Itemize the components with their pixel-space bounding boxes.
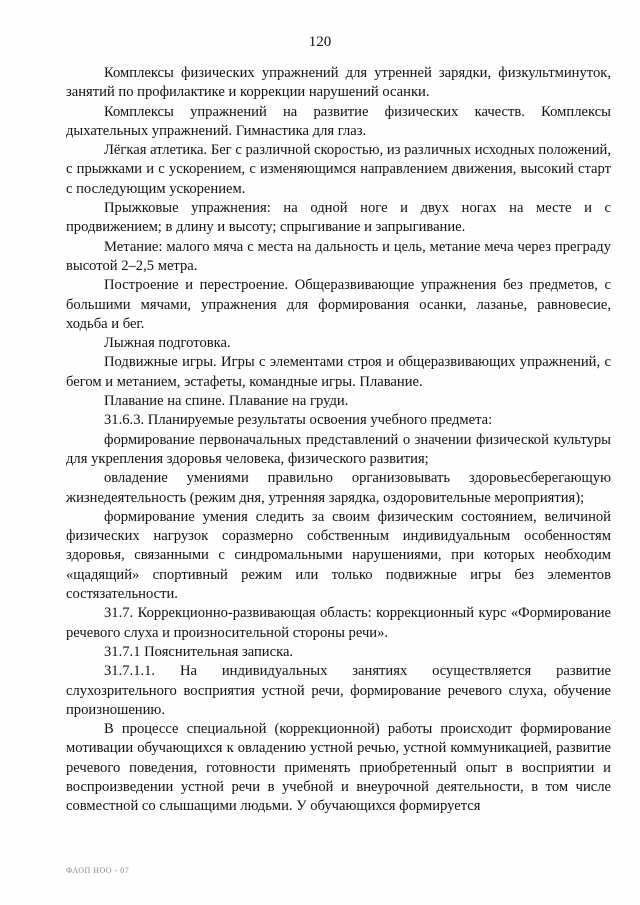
- paragraph-individual-lessons: 31.7.1.1. На индивидуальных занятиях осуществляется развитие слухозрительного восприятия устной речи, формирование речевого слуха, обучение произношению.: [66, 663, 611, 718]
- paragraph-result-3: формирование умения следить за своим физическим состоянием, величиной физических нагрузок соразмерно собственным индивидуальным особенностям здоровья, связанными с синдромальными нарушениями, при которых необходим «щадящий» спортивный режим или только подвижные игры без элементов состязательности.: [66, 508, 611, 603]
- paragraph-throwing: Метание: малого мяча с места на дальность и цель, метание меча через преграду высотой 2–2,5 метра.: [66, 238, 611, 274]
- paragraph-outdoor-games: Подвижные игры. Игры с элементами строя и общеразвивающих упражнений, с бегом и метанием, эстафеты, командные игры. Плавание.: [66, 354, 611, 390]
- paragraph-jumping: Прыжковые упражнения: на одной ноге и двух ногах на месте и с продвижением; в длину и высоту; спрыгивание и запрыгивание.: [66, 200, 611, 236]
- section-heading-correction-area: 31.7. Коррекционно-развивающая область: коррекционный курс «Формирование речевого слуха и произносительной стороны речи».: [66, 605, 611, 641]
- paragraph-swimming: Плавание на спине. Плавание на груди.: [104, 393, 349, 410]
- section-heading-explanatory-note: 31.7.1 Пояснительная записка.: [104, 643, 294, 660]
- section-heading-planned-results: 31.6.3. Планируемые результаты освоения учебного предмета:: [104, 412, 493, 429]
- paragraph-formation: Построение и перестроение. Общеразвивающие упражнения без предметов, с большими мячами, упражнения для формирования осанки, лазанье, равновесие, ходьба и бег.: [66, 277, 611, 332]
- footer-code: ФАОП НОО - 07: [66, 866, 130, 875]
- paragraph-morning-exercises: Комплексы физических упражнений для утренней зарядки, физкультминуток, занятий по профилактике и коррекции нарушений осанки.: [66, 65, 611, 101]
- paragraph-athletics: Лёгкая атлетика. Бег с различной скоростью, из различных исходных положений, с прыжками и с ускорением, с изменяющимся направлением движения, высокий старт с последующим ускорением.: [66, 142, 611, 197]
- page-number: 120: [308, 34, 332, 50]
- paragraph-physical-qualities: Комплексы упражнений на развитие физических качеств. Комплексы дыхательных упражнений. Гимнастика для глаз.: [66, 103, 611, 139]
- paragraph-correction-work: В процессе специальной (коррекционной) работы происходит формирование мотивации обучающихся к овладению устной речью, устной коммуникацией, развитие речевого поведения, готовности применять приобретенный опыт в восприятии и воспроизведении устной речи в учебной и внеурочной деятельности, в том числе совместной со слышащими людьми. У обучающихся формируется: [66, 721, 611, 815]
- paragraph-result-1: формирование первоначальных представлений о значении физической культуры для укрепления здоровья человека, физического развития;: [66, 431, 611, 467]
- document-body: [66, 64, 611, 817]
- paragraph-skiing: Лыжная подготовка.: [104, 335, 231, 352]
- paragraph-result-2: овладение умениями правильно организовывать здоровьесберегающую жизнедеятельность (режим дня, утренняя зарядка, оздоровительные мероприятия);: [66, 470, 611, 506]
